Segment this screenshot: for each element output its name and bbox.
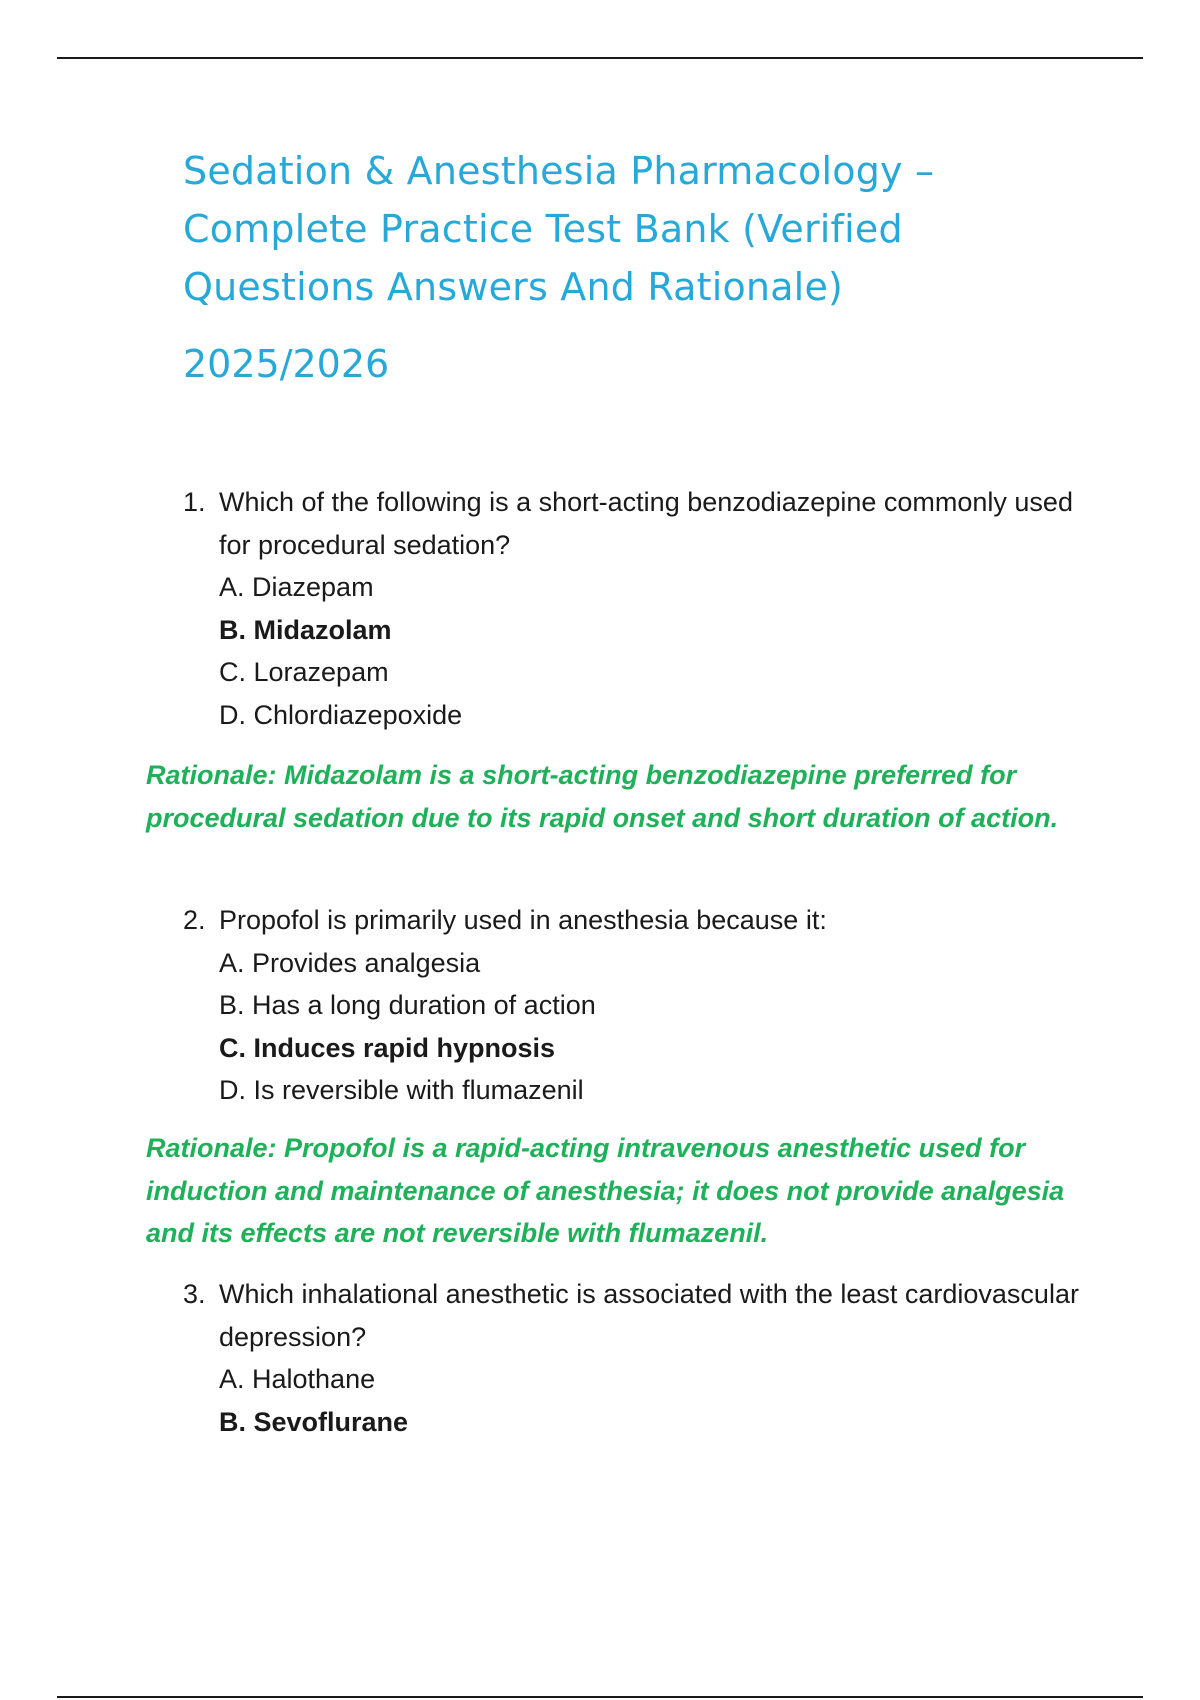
top-divider <box>57 57 1143 59</box>
document-year: 2025/2026 <box>183 342 390 386</box>
option-a: A. Diazepam <box>219 572 374 602</box>
question-number: 3. <box>183 1279 206 1309</box>
rationale-2: Rationale: Propofol is a rapid-acting intravenous anesthetic used for induction and maintenance of anesthesia; it does not provide analgesia and its effects are not reversible with flumazenil. <box>146 1133 1065 1248</box>
rationale-1: Rationale: Midazolam is a short-acting benzodiazepine preferred for procedural sedation due to its rapid onset and short duration of action. <box>146 760 1059 833</box>
question-number: 1. <box>183 487 206 517</box>
question-3 <box>183 1273 1083 1443</box>
option-a: A. Provides analgesia <box>219 947 481 978</box>
question-text: Which inhalational anesthetic is associated with the least cardiovascular depression? <box>219 1279 1079 1352</box>
question-1 <box>183 481 1083 736</box>
option-b-correct: B. Sevoflurane <box>219 1406 409 1437</box>
answer-options <box>183 942 1083 1112</box>
option-d: D. Chlordiazepoxide <box>219 699 463 730</box>
answer-options <box>183 566 1083 736</box>
question-text: Propofol is primarily used in anesthesia because it: <box>219 905 827 935</box>
question-2 <box>183 899 1083 1112</box>
option-c: C. Lorazepam <box>219 657 389 687</box>
question-text: Which of the following is a short-acting benzodiazepine commonly used for procedural sedation? <box>219 487 1073 560</box>
bottom-divider <box>57 1696 1143 1698</box>
option-a: A. Halothane <box>219 1364 376 1394</box>
option-c-correct: C. Induces rapid hypnosis <box>219 1032 556 1063</box>
option-b: B. Has a long duration of action <box>219 990 596 1020</box>
option-b-correct: B. Midazolam <box>219 614 392 645</box>
document-title: Sedation & Anesthesia Pharmacology – Complete Practice Test Bank (Verified Questions Answers And Rationale) <box>183 149 935 309</box>
answer-options <box>183 1358 1083 1443</box>
question-number: 2. <box>183 905 206 935</box>
option-d: D. Is reversible with flumazenil <box>219 1075 584 1105</box>
